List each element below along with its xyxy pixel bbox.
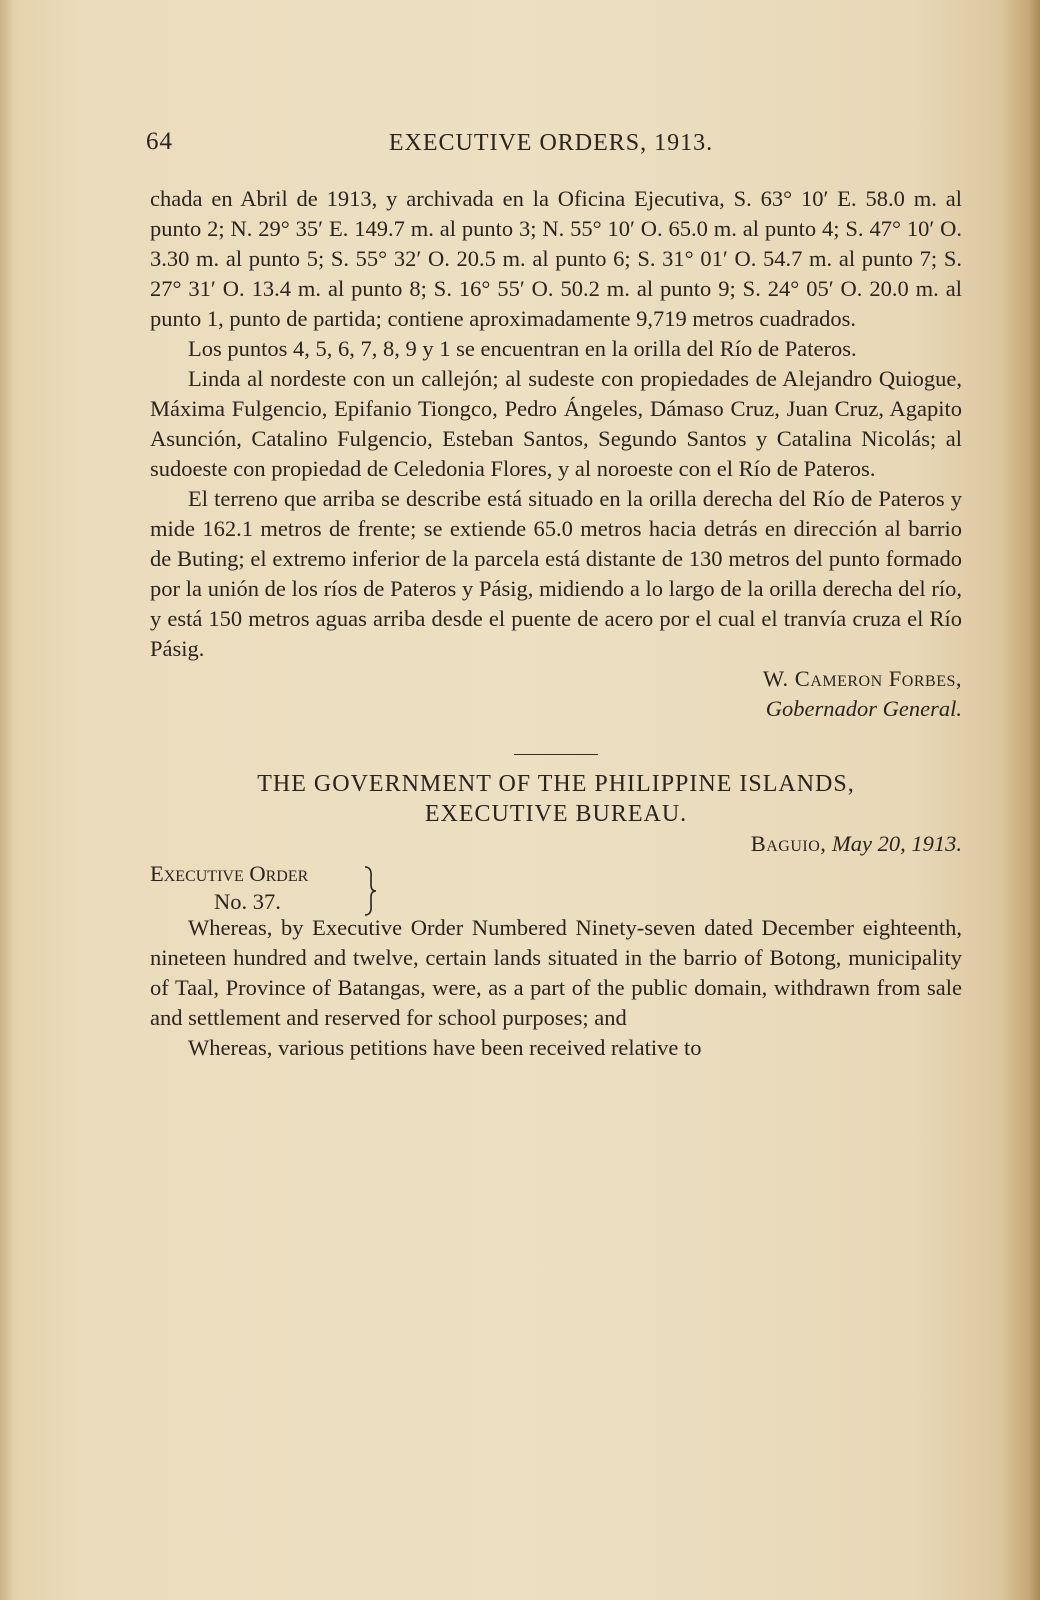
- english-paragraph-1: Whereas, by Executive Order Numbered Ninety-seven dated December eighteenth, nineteen hundred and twelve, certain lands situated in the barrio of Botong, municipality of Taal, Province of Batangas, were, as a part of the public domain, withdrawn from sale and settlement and reserved for school purposes; and: [150, 915, 962, 1030]
- bureau-title: EXECUTIVE BUREAU.: [424, 801, 688, 827]
- body-text: [150, 184, 962, 1063]
- section-divider: [514, 754, 598, 755]
- government-title: THE GOVERNMENT OF THE PHILIPPINE ISLANDS,: [257, 771, 855, 797]
- spanish-paragraph-3: Linda al nordeste con un callejón; al sudeste con propiedades de Alejandro Quiogue, Máxima Fulgencio, Epifanio Tiongco, Pedro Ángeles, Dámaso Cruz, Juan Cruz, Agapito Asunción, Catalino Fulgencio, Esteban Santos, Segundo Santos y Catalina Nicolás; al sudoeste con propiedad de Celedonia Flores, y al noroeste con el Río de Pateros.: [150, 366, 962, 481]
- running-title: EXECUTIVE ORDERS, 1913.: [388, 130, 714, 156]
- signature-title: Gobernador General.: [765, 696, 962, 721]
- page-header: [146, 128, 956, 162]
- right-brace-icon: [362, 865, 378, 917]
- page-edge-right: [1000, 0, 1040, 1600]
- spanish-paragraph-1: chada en Abril de 1913, y archivada en la Oficina Ejecutiva, S. 63° 10′ E. 58.0 m. al punto 2; N. 29° 35′ E. 149.7 m. al punto 3; N. 55° 10′ O. 65.0 m. al punto 4; S. 47° 10′ O. 3.30 m. al punto 5; S. 55° 32′ O. 20.5 m. al punto 6; S. 31° 01′ O. 54.7 m. al punto 7; S. 27° 31′ O. 13.4 m. al punto 8; S. 16° 55′ O. 50.2 m. al punto 9; S. 24° 05′ O. 20.0 m. al punto 1, punto de partida; contiene aproximadamente 9,719 metros cuadrados.: [150, 186, 962, 331]
- dateline-date: May 20, 1913.: [832, 831, 962, 856]
- signature: W. Cameron Forbes,: [762, 666, 962, 691]
- page-edge-left: [0, 0, 14, 1600]
- executive-order-number: No. 37.: [214, 889, 281, 914]
- executive-order-label: Executive Order: [150, 861, 309, 886]
- dateline-place: Baguio,: [750, 831, 827, 856]
- executive-order-heading: [150, 851, 962, 913]
- english-paragraph-2: Whereas, various petitions have been received relative to: [188, 1035, 702, 1060]
- spanish-paragraph-2: Los puntos 4, 5, 6, 7, 8, 9 y 1 se encuentran en la orilla del Río de Pateros.: [188, 336, 857, 361]
- page-number: 64: [146, 128, 173, 155]
- spanish-paragraph-4: El terreno que arriba se describe está situado en la orilla derecha del Río de Pateros y mide 162.1 metros de frente; se extiende 65.0 metros hacia detrás en dirección al barrio de Buting; el extremo inferior de la parcela está distante de 130 metros del punto formado por la unión de los ríos de Pateros y Pásig, midiendo a lo largo de la orilla derecha del río, y está 150 metros aguas arriba desde el puente de acero por el cual el tranvía cruza el Río Pásig.: [150, 486, 962, 661]
